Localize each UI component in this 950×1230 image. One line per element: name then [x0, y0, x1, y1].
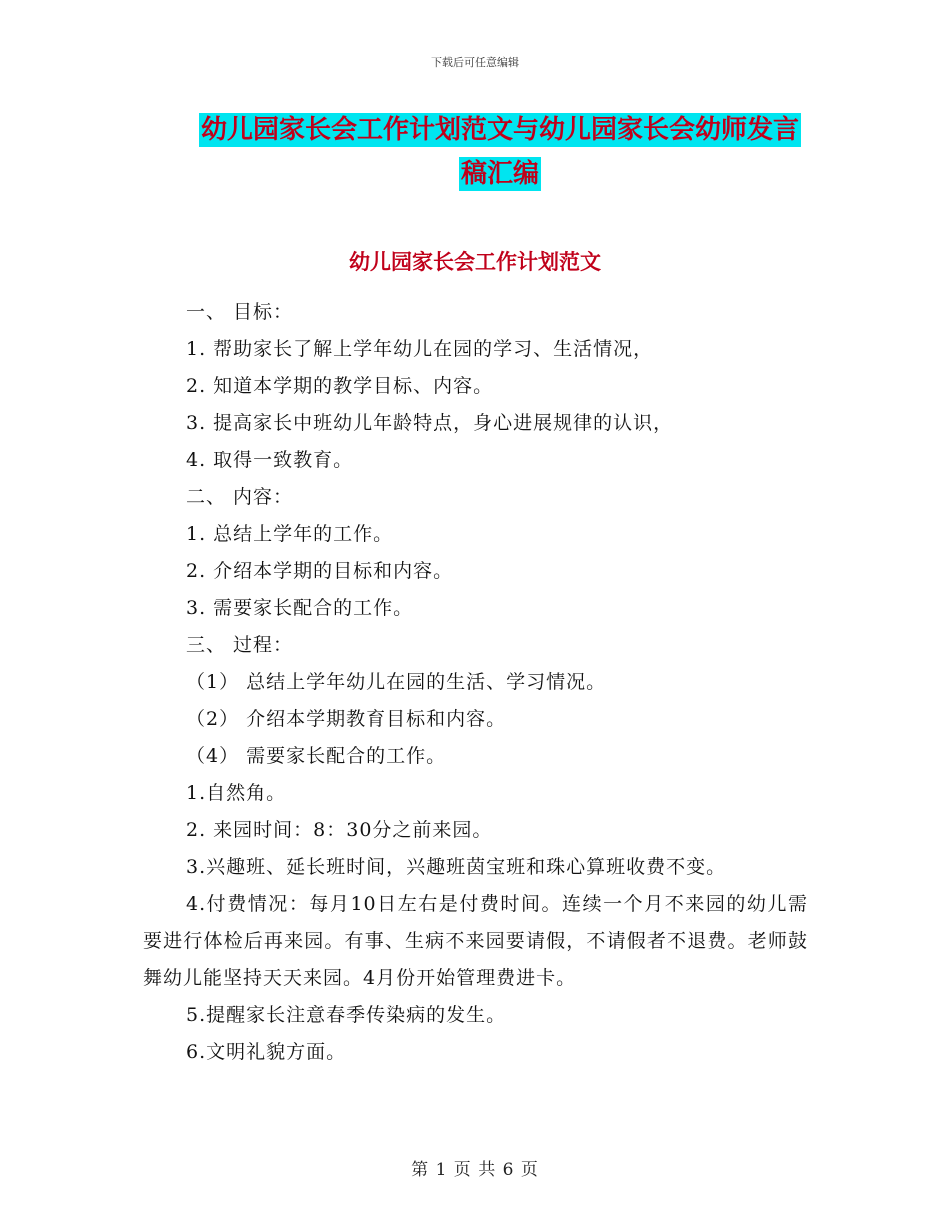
document-title-text: 幼儿园家长会工作计划范文与幼儿园家长会幼师发言稿汇编 — [200, 115, 799, 189]
paragraph: 4.付费情况：每月10日左右是付费时间。连续一个月不来园的幼儿需要进行体检后再来园。有事、生病不来园要请假，不请假者不退费。老师鼓舞幼儿能坚持天天来园。4月份开始管理费进卡。 — [143, 893, 808, 989]
paragraph: 1.自然角。 — [186, 782, 287, 804]
paragraph: （4） 需要家长配合的工作。 — [186, 745, 447, 767]
paragraph: 3.兴趣班、延长班时间，兴趣班茵宝班和珠心算班收费不变。 — [186, 856, 727, 878]
paragraph: （1） 总结上学年幼儿在园的生活、学习情况。 — [186, 671, 607, 693]
paragraph: 2. 知道本学期的教学目标、内容。 — [186, 375, 494, 397]
section-title: 幼儿园家长会工作计划范文 — [349, 249, 601, 274]
paragraph: 1. 总结上学年的工作。 — [186, 523, 394, 545]
paragraph: （2） 介绍本学期教育目标和内容。 — [186, 708, 507, 730]
paragraph: 6.文明礼貌方面。 — [186, 1041, 347, 1063]
paragraph: 5.提醒家长注意春季传染病的发生。 — [186, 1004, 507, 1026]
document-body — [143, 294, 808, 1071]
page-footer: 第 1 页 共 6 页 — [411, 1160, 539, 1180]
paragraph: 3. 提高家长中班幼儿年龄特点，身心进展规律的认识， — [186, 412, 674, 434]
paragraph: 1. 帮助家长了解上学年幼儿在园的学习、生活情况， — [186, 338, 654, 360]
paragraph: 2. 介绍本学期的目标和内容。 — [186, 560, 454, 582]
document-title — [190, 108, 810, 196]
paragraph: 三、 过程： — [186, 634, 294, 656]
paragraph: 2. 来园时间：8：30分之前来园。 — [186, 819, 493, 841]
page-header-note: 下载后可任意编辑 — [431, 56, 519, 69]
paragraph: 4. 取得一致教育。 — [186, 449, 354, 471]
paragraph: 3. 需要家长配合的工作。 — [186, 597, 414, 619]
paragraph: 二、 内容： — [186, 486, 294, 508]
paragraph: 一、 目标： — [186, 301, 294, 323]
